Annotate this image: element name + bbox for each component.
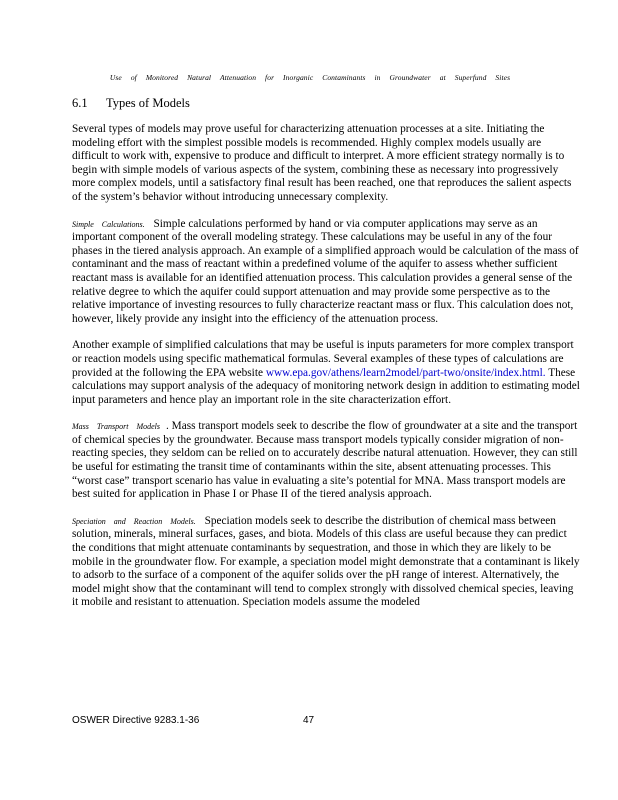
paragraph-simple-calculations <box>72 218 580 327</box>
running-head: Use of Monitored Natural Attenuation for Inorganic Contaminants in Groundwater at Superfund Sites <box>109 73 511 82</box>
paragraph-mass-transport-text: . Mass transport models seek to describe the flow of groundwater at a site and the transport of chemical species by the groundwater. Because mass transport models typically consider migration of non-reacting species, they seldom can be relied on to accurately describe natural attenuation. However, they can still be useful for estimating the transit time of contaminants within the site, absent attenuating processes. This “worst case” transport scenario has value in evaluating a site’s potential for MNA. Mass transport models are best suited for application in Phase I or Phase II of the tiered analysis approach. <box>72 420 578 501</box>
paragraph-mass-transport-models <box>72 420 580 502</box>
paragraph-intro: Several types of models may prove useful for characterizing attenuation processes at a site. Initiating the modeling effort with the simplest possible models is recommended. Highly complex models usually are difficult to work with, expensive to produce and difficult to interpret. A more efficient strategy normally is to begin with simple models of various aspects of the system, combining these as necessary into progressively more complex models, until a satisfactory final result has been reached, one that reproduces the salient aspects of the system’s behavior without introducing unnecessary complexity. <box>72 123 572 203</box>
footer-directive: OSWER Directive 9283.1-36 <box>72 715 200 726</box>
section-title: Types of Models <box>106 96 190 110</box>
run-in-heading-speciation: Speciation and Reaction Models. <box>72 516 196 526</box>
paragraph-simple-calculations-text: Simple calculations performed by hand or via computer applications may serve as an important component of the overall modeling strategy. These calculations may be useful in any of the four phases in the tiered analysis approach. An example of a simplified approach would be calculation of the mass of contaminant and the mass of reactant within a predefined volume of the aquifer to assess whether sufficient reactant mass is available for an identified attenuation process. This calculation provides a general sense of the relative degree to which the aquifer could support attenuation and may provide some perspective as to the relative importance of investing resources to fully characterize reactant mass or flux. This calculation does not, however, likely provide any insight into the efficiency of the attenuation process. <box>72 217 579 325</box>
paragraph-simplified-calculations-example <box>72 339 580 407</box>
run-in-heading-mass-transport: Mass Transport Models <box>72 422 161 432</box>
page-number: 47 <box>303 715 315 726</box>
epa-website-link[interactable]: www.epa.gov/athens/learn2model/part-two/onsite/index.html. <box>265 366 546 379</box>
paragraph-example-text-cont: These calculations may support analysis of the adequacy of monitoring network design in addition to estimating model input parameters and hence play an important role in the site characterization effort. <box>72 366 580 406</box>
paragraph-speciation-text: Speciation models seek to describe the distribution of chemical mass between solution, minerals, mineral surfaces, gases, and biota. Models of this class are useful because they can predict the conditions that might attenuate contaminants by sequestration, and those in which they are likely to be mobile in the groundwater flow. For example, a speciation model might demonstrate that a contaminant is likely to adsorb to the surface of a component of the aquifer solids over the pH range of interest. Alternatively, the model might show that the contaminant will tend to complex strongly with dissolved chemical species, leaving it mobile and resistant to attenuation. Speciation models assume the modeled <box>72 514 580 609</box>
paragraph-speciation-models <box>72 515 580 610</box>
paragraph-example-text: Another example of simplified calculations that may be useful is inputs parameters for more complex transport or reaction models using specific mathematical formulas. Several examples of these types of calculations are provided at the following the EPA website <box>72 339 574 379</box>
run-in-heading-simple-calculations: Simple Calculations. <box>72 219 145 229</box>
section-heading <box>72 96 190 111</box>
body-text <box>72 123 580 623</box>
section-number: 6.1 <box>72 96 88 110</box>
